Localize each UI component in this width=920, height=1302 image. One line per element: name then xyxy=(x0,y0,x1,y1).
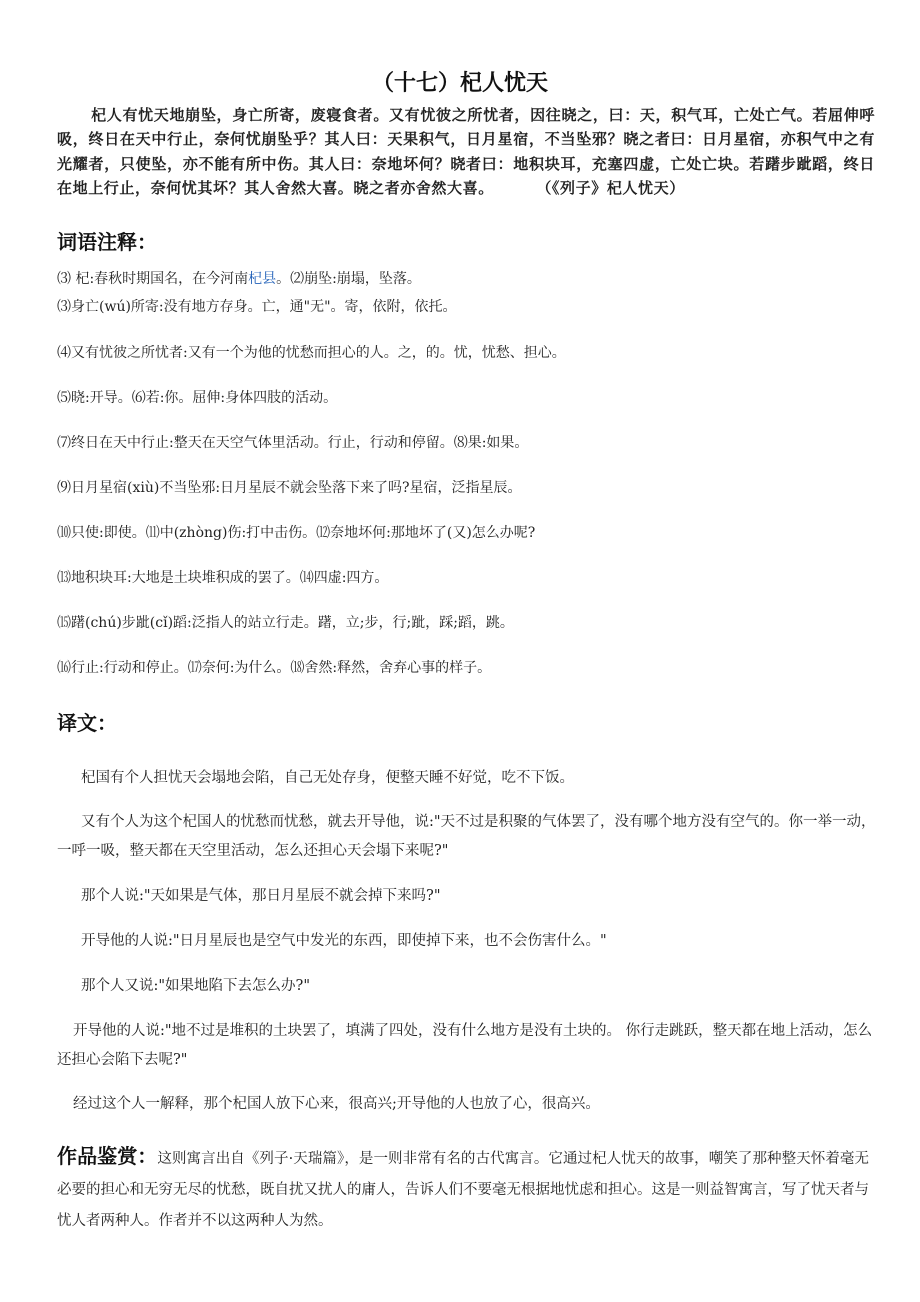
translation-paragraph: 杞国有个人担忧天会塌地会陷，自己无处存身，便整天睡不好觉，吃不下饭。 xyxy=(81,770,574,786)
translation-paragraph: 又有个人为这个杞国人的忧愁而忧愁，就去开导他，说:"天不过是积聚的气体罢了，没有哪个地方没有空气的。你一举一动，一呼一吸，整天都在天空里活动，怎么还担心天会塌下来呢?" xyxy=(57,814,876,859)
note-line: ⑸晓:开导。⑹若:你。屈伸:身体四肢的活动。 xyxy=(57,390,338,406)
translation-paragraph: 那个人说:"天如果是气体，那日月星辰不就会掉下来吗?" xyxy=(81,888,441,904)
page-title: （十七）杞人忧天 xyxy=(371,71,548,96)
appreciation-label: 作品鉴赏： xyxy=(57,1144,158,1168)
appreciation-section xyxy=(57,1141,869,1237)
translation-paragraph: 那个人又说:"如果地陷下去怎么办?" xyxy=(81,978,310,994)
passage-source: （《列子》杞人忧天） xyxy=(543,179,685,198)
qixian-link[interactable]: 杞县 xyxy=(248,271,277,287)
classical-passage xyxy=(57,103,875,201)
passage-text: 杞人有忧天地崩坠，身亡所寄，废寝食者。又有忧彼之所忧者，因往晓之，曰：天，积气耳，亡处亡气。若屈伸呼吸，终日在天中行止，奈何忧崩坠乎？其人曰：天果积气，日月星宿，不当坠邪？晓之者曰：日月星宿，亦积气中之有光耀者，只使坠，亦不能有所中伤。其人曰：奈地坏何？晓者曰：地积块耳，充塞四虚，亡处亡块。若躇步跐蹈，终日在地上行止，奈何忧其坏？其人舍然大喜。晓之者亦舍然大喜。 xyxy=(57,106,875,198)
note-line xyxy=(57,268,887,288)
translation-heading: 译文： xyxy=(57,711,117,735)
note-line: ⒃行止:行动和停止。⒄奈何:为什么。⒅舍然:释然，舍弃心事的样子。 xyxy=(57,660,492,676)
note-text: 。⑵崩坠:崩塌，坠落。 xyxy=(276,271,421,287)
note-line: ⑽只使:即使。⑾中(zhòng)伤:打中击伤。⑿奈地坏何:那地坏了(又)怎么办呢? xyxy=(57,525,536,541)
note-line: ⑼日月星宿(xiù)不当坠邪:日月星辰不就会坠落下来了吗?星宿，泛指星辰。 xyxy=(57,480,522,496)
notes-heading: 词语注释： xyxy=(57,230,157,254)
note-line: ⑷又有忧彼之所忧者:又有一个为他的忧愁而担心的人。之，的。忧，忧愁、担心。 xyxy=(57,345,566,361)
note-line: ⒀地积块耳:大地是土块堆积成的罢了。⒁四虚:四方。 xyxy=(57,570,389,586)
note-line: ⒂躇(chú)步跐(cǐ)蹈:泛指人的站立行走。躇，立;步，行;跐，踩;蹈，跳。 xyxy=(57,615,514,631)
note-text: ⑶ 杞:春秋时期国名，在今河南 xyxy=(57,271,249,287)
appreciation-text: 这则寓言出自《列子·天瑞篇》，是一则非常有名的古代寓言。它通过杞人忧天的故事，嘲笑了那种整天怀着毫无必要的担心和无穷无尽的忧愁，既自扰又扰人的庸人，告诉人们不要毫无根据地忧虑和担心。这是一则益智寓言，写了忧天者与忧人者两种人。作者并不以这两种人为然。 xyxy=(57,1151,870,1229)
translation-paragraph: 经过这个人一解释，那个杞国人放下心来，很高兴;开导他的人也放了心，很高兴。 xyxy=(73,1096,600,1112)
translation-paragraph: 开导他的人说:"日月星辰也是空气中发光的东西，即使掉下来，也不会伤害什么。" xyxy=(81,933,607,949)
note-line: ⑶身亡(wú)所寄:没有地方存身。亡，通"无"。寄，依附，依托。 xyxy=(57,299,457,315)
note-line: ⑺终日在天中行止:整天在天空气体里活动。行止，行动和停留。⑻果:如果。 xyxy=(57,435,529,451)
translation-paragraph: 开导他的人说:"地不过是堆积的土块罢了，填满了四处，没有什么地方是没有土块的。 你行走跳跃，整天都在地上活动，怎么还担心会陷下去呢?" xyxy=(57,1023,873,1068)
